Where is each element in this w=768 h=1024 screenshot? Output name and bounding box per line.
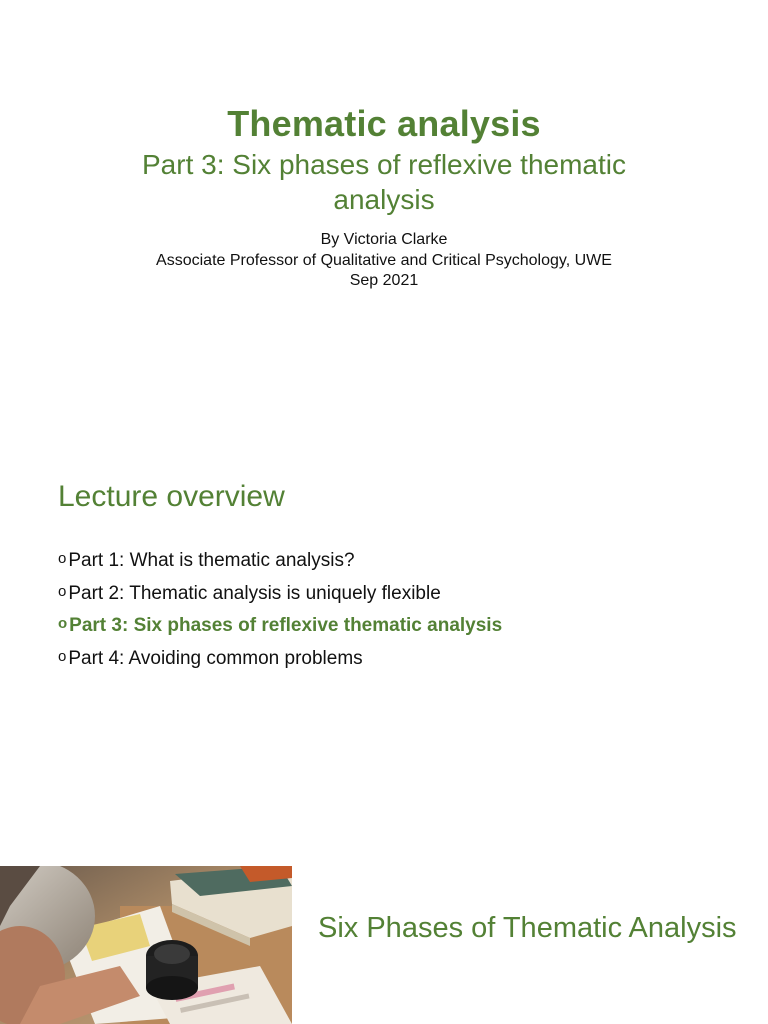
section-heading: Six Phases of Thematic Analysis <box>318 912 737 944</box>
desk-photo <box>0 866 292 1024</box>
list-item-label: Part 1: What is thematic analysis? <box>68 550 355 571</box>
section-slide <box>0 866 768 1024</box>
list-item-label: Part 4: Avoiding common problems <box>68 647 363 669</box>
list-item-label: Part 3: Six phases of reflexive thematic analysis <box>69 615 503 636</box>
author-block <box>0 230 768 292</box>
list-item-active <box>58 614 502 647</box>
overview-slide <box>0 430 768 860</box>
overview-heading: Lecture overview <box>58 480 285 513</box>
list-item <box>58 582 502 615</box>
page-subtitle: Part 3: Six phases of reflexive thematic analysis <box>142 149 626 215</box>
presentation-date: Sep 2021 <box>349 272 419 289</box>
bullet-icon: o <box>58 647 67 665</box>
bullet-icon: o <box>58 615 68 632</box>
page-title: Thematic analysis <box>227 103 541 144</box>
title-slide <box>0 0 768 430</box>
bullet-icon: o <box>58 550 67 567</box>
overview-list <box>58 549 502 679</box>
list-item <box>58 647 502 680</box>
list-item-label: Part 2: Thematic analysis is uniquely flexible <box>68 582 441 604</box>
bullet-icon: o <box>58 582 67 600</box>
author-name: By Victoria Clarke <box>320 231 448 248</box>
list-item <box>58 549 502 582</box>
author-affiliation: Associate Professor of Qualitative and Critical Psychology, UWE <box>156 251 612 269</box>
